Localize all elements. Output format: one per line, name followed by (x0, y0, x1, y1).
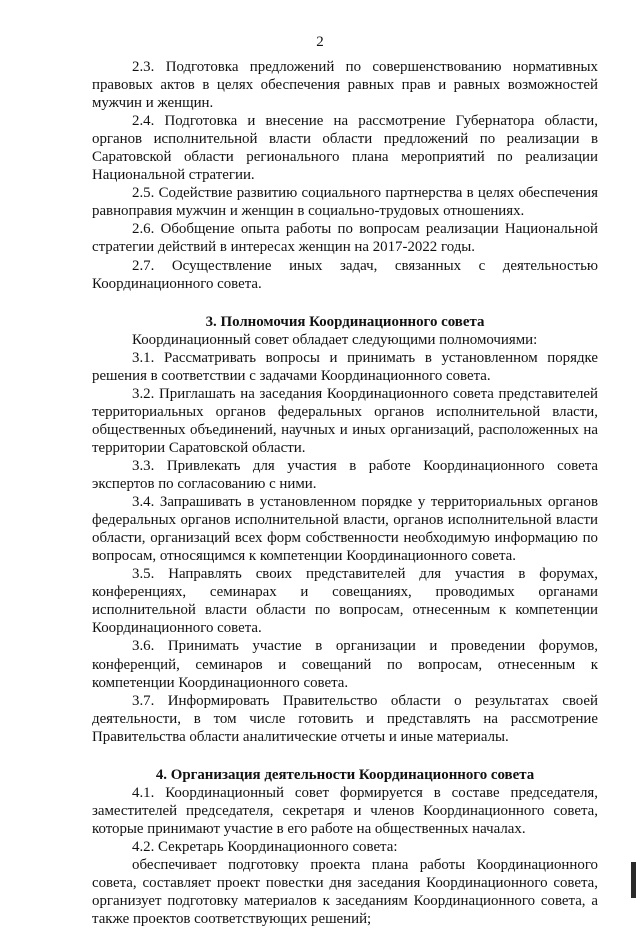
paragraph-4-2: 4.2. Секретарь Координационного совета: (132, 838, 398, 855)
section-3-heading: 3. Полномочия Координационного совета (205, 313, 485, 330)
paragraph-3-2: 3.2. Приглашать на заседания Координационного совета представителей территориальных органов федеральных органов исполнительной власти, общественных объединений, научных и иных организаций, расположенных на территории Саратовской области. (92, 385, 598, 456)
section-4-heading: 4. Организация деятельности Координационного совета (155, 766, 535, 783)
paragraph-3-6: 3.6. Принимать участие в организации и проведении форумов, конференций, семинаров и совещаний по вопросам, отнесенным к компетенции Координационного совета. (92, 638, 598, 691)
paragraph-2-3: 2.3. Подготовка предложений по совершенствованию нормативных правовых актов в целях обеспечения равных прав и равных возможностей мужчин и женщин. (92, 59, 598, 112)
scan-edge-mark (631, 862, 636, 898)
paragraph-4-2-duty: обеспечивает подготовку проекта плана работы Координационного совета, составляет проект повестки дня заседания Координационного совета, организует подготовку материалов к заседаниям Координационного совета, а также проектов соответствующих решений; (92, 856, 598, 928)
paragraph-3-intro: Координационный совет обладает следующими полномочиями: (132, 331, 538, 348)
paragraph-3-7: 3.7. Информировать Правительство области о результатах своей деятельности, в том числе готовить и представлять на рассмотрение Правительства области аналитические отчеты и иные материалы. (92, 692, 598, 745)
paragraph-3-5: 3.5. Направлять своих представителей для участия в форумах, конференциях, семинарах и совещаниях, проводимых органами исполнительной власти области по вопросам, отнесенным к компетенции Координационного совета. (92, 566, 598, 637)
paragraph-2-4: 2.4. Подготовка и внесение на рассмотрение Губернатора области, органов исполнительной власти области предложений по реализации в Саратовской области регионального плана мероприятий по реализации Национальной стратегии. (92, 113, 598, 184)
paragraph-4-1: 4.1. Координационный совет формируется в составе председателя, заместителей председателя, секретаря и членов Координационного совета, которые принимают участие в его работе на общественных началах. (92, 784, 598, 837)
paragraph-2-6: 2.6. Обобщение опыта работы по вопросам реализации Национальной стратегии действий в интересах женщин на 2017-2022 годы. (92, 221, 598, 256)
paragraph-3-1: 3.1. Рассматривать вопросы и принимать в установленном порядке решения в соответствии с задачами Координационного совета. (92, 349, 598, 384)
paragraph-3-4: 3.4. Запрашивать в установленном порядке у территориальных органов федеральных органов исполнительной власти, органов исполнительной власти области, организаций всех форм собственности необходимую информацию по вопросам, относящимся к компетенции Координационного совета. (92, 494, 598, 565)
section-spacer (92, 293, 598, 313)
paragraph-2-7: 2.7. Осуществление иных задач, связанных с деятельностью Координационного совета. (92, 257, 598, 292)
paragraph-2-5: 2.5. Содействие развитию социального партнерства в целях обеспечения равноправия мужчин и женщин в социально-трудовых отношениях. (92, 185, 598, 220)
page-number: 2 (316, 34, 324, 50)
section-spacer (92, 746, 598, 766)
paragraph-3-3: 3.3. Привлекать для участия в работе Координационного совета экспертов по согласованию с ними. (92, 457, 598, 493)
document-body (92, 58, 598, 928)
